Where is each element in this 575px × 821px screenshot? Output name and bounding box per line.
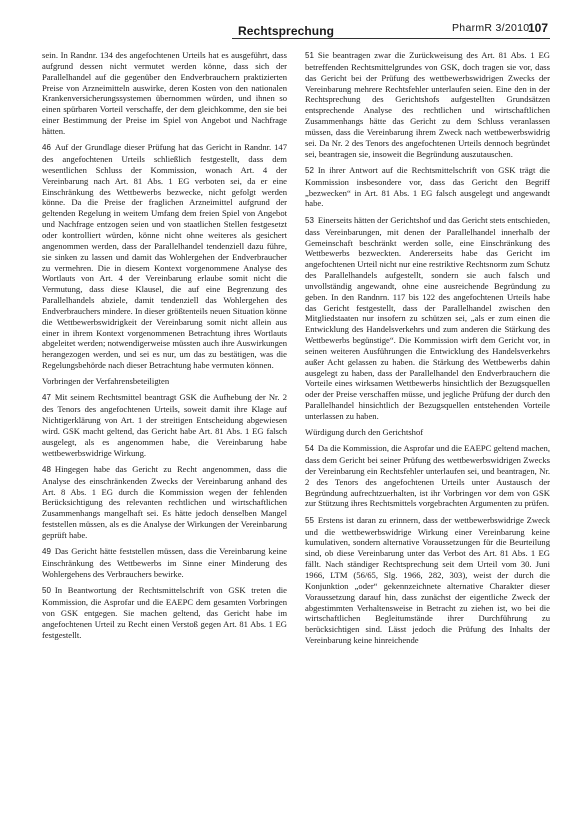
paragraph-text: Da die Kommission, die Asprofar und die EAEPC geltend machen, dass dem Gericht bei seiner Prüfung des wettbewerbswidrigen Zwecks der Vereinbarung ein Rechtsfehler unterlaufen sei, und beantragen, Nr. 2 des Tenors des angefochtenen Urteils unter Austausch der Begründung aufrechtzuerhalten, ist ihr Vorbringen vor dem von GSK zur Stützung ihres Rechtsmittels vorgebrachten Argumenten zu prüfen. bbox=[305, 443, 550, 509]
section-rubric: Rechtsprechung bbox=[238, 24, 335, 38]
paragraph-number: 49 bbox=[42, 547, 51, 557]
right-column bbox=[305, 50, 550, 651]
header-rule bbox=[232, 38, 550, 39]
section-heading: Vorbringen der Verfahrensbeteiligten bbox=[42, 376, 170, 387]
journal-issue: PharmR 3/2010 bbox=[452, 22, 530, 34]
paragraph-text: In ihrer Antwort auf die Rechtsmittelschrift von GSK trägt die Kommission insbesondere vor, dass das Gericht den Begriff „bezwecken“ in Art. 81 Abs. 1 EG falsch ausgelegt und angewandt habe. bbox=[305, 164, 550, 209]
left-column bbox=[42, 50, 287, 646]
paragraph-49 bbox=[42, 546, 287, 580]
paragraph-51 bbox=[305, 50, 550, 159]
paragraph-text: Das Gericht hätte feststellen müssen, dass die Vereinbarung keine Einschränkung des Wettbewerbs im Sinne einer Minderung des Wohlergehens des Verbrauchers bewirke. bbox=[42, 546, 287, 579]
paragraph-number: 55 bbox=[305, 515, 314, 525]
paragraph-52 bbox=[305, 165, 550, 209]
paragraph-number: 52 bbox=[305, 165, 314, 175]
paragraph-text: In Beantwortung der Rechtsmittelschrift von GSK treten die Kommission, die Asprofar und die EAEPC dem gesamten Vorbringen von GSK entgegen. Sie machen geltend, das Gericht habe im angefochtenen Urteil zu Recht einen Verstoß gegen Art. 81 Abs. 1 EG festgestellt. bbox=[42, 585, 287, 640]
page-header bbox=[0, 0, 575, 48]
paragraph-text: Erstens ist daran zu erinnern, dass der wettbewerbswidrige Zweck und die wettbewerbswidrige Wirkung einer Vereinbarung keine kumulativen, sondern alternative Voraussetzungen für die Beurteilung sind, ob diese Vereinbarung unter das Verbot des Art. 81 Abs. 1 EG fällt. Nach ständiger Rechtsprechung seit dem Urteil vom 30. Juni 1966, LTM (56/65, Slg. 1966, 282, 303), weist der durch die Konjunktion „oder“ gekennzeichnete alternative Charakter dieser Voraussetzung darauf hin, dass zunächst der eigentliche Zweck der abgestimmten Verhaltensweise in Betracht zu ziehen ist, wo bei die wirtschaftlichen Begleitumstände ihrer Durchführung zu berücksichtigen sind. Lässt jedoch die Prüfung des Inhalts der Vereinbarung keine hinreichende bbox=[305, 514, 550, 646]
paragraph-number: 51 bbox=[305, 51, 314, 60]
paragraph-text: Auf der Grundlage dieser Prüfung hat das Gericht in Randnr. 147 des angefochtenen Urteils schließlich festgestellt, dass dem wesentlichen Schluss der Kommission, wonach Art. 4 der Vereinbarung nach Art. 81 Abs. 1 EG verboten sei, da er eine Einschränkung des Wettbewerbs bezwecke, nicht gefolgt werden könne. Da die Preise der fraglichen Arzneimittel aufgrund der geltenden Regelung in weitem Umfang dem freien Spiel von Angebot und Nachfrage entzogen seien und von staatlichen Stellen festgesetzt oder kontrolliert würden, könne nicht ohne weiteres als gesichert angenommen werden, dass der Parallelhandel tendenziell dazu führe, sie sinken zu lassen und damit das Wohlergehen der Endverbraucher zu vermehren. Die in diesem Kontext vorgenommene Analyse des Wortlauts von Art. 4 der Vereinbarung erlaube somit nicht die Vermutung, dass diese Klausel, die auf eine Begrenzung des Parallelhandels abziele, damit tendenziell das Wohlergehen des Endverbrauchers mindere. In dieser größtenteils neuen Situation könne die Wettbewerbswidrigkeit der Vereinbarung somit nicht allein aus einer in ihrem Kontext vorgenommenen Betrachtung ihres Wortlauts abgeleitet werden; notwendigerweise müssten auch ihre Auswirkungen herangezogen werden, und sei es nur, um das zu bestätigen, was die Regelungsbehörde nach dieser Betrachtung habe vermuten können. bbox=[42, 142, 287, 371]
paragraph-46 bbox=[42, 142, 287, 371]
paragraph-continued: sein. In Randnr. 134 des angefochtenen Urteils hat es ausgeführt, dass aufgrund dessen nicht vermutet werden könne, dass sich der Parallelhandel auf die gegenüber den Endverbrauchern praktizierten Preise von Arzneimitteln auswirke, deren Kosten von den nationalen Krankenversicherungssystemen übernommen würden, und ihnen so einen spürbaren Vorteil verschaffe, der dem gleichkomme, den sie bei einer Bestimmung der Preise im Spiel von Angebot und Nachfrage hätten. bbox=[42, 50, 287, 136]
paragraph-text: Hingegen habe das Gericht zu Recht angenommen, dass die Analyse des einschränkenden Zwecks der Vereinbarung anhand des Art. 8 Abs. 1 EG durch die Kommission wegen der fehlenden Berücksichtigung des relevanten rechtlichen und wirtschaftlichen Zusammenhangs mangelhaft sei. Es hätte jedoch denselben Mangel feststellen müssen, als es die Analyse der Wirkungen der Vereinbarung geprüft habe. bbox=[42, 463, 287, 540]
paragraph-number: 46 bbox=[42, 143, 51, 153]
paragraph-50 bbox=[42, 585, 287, 640]
paragraph-text: Sie beantragen zwar die Zurückweisung des Art. 81 Abs. 1 EG betreffenden Rechtsmittelgrundes von GSK, doch tragen sie vor, dass das Gericht bei der Prüfung des wettbewerbswidrigen Zwecks der Vereinbarung mehrere Rechtsfehler unterlaufen seien. Eine den in der Rechtsprechung des Gerichtshofs aufgestellten Grundsätzen entsprechende Analyse des rechtlichen und wirtschaftlichen Zusammenhangs hätte das Gericht zu dem Schluss veranlassen müssen, dass die Vereinbarung ihrem Zweck nach wettbewerbswidrig sei. Da Nr. 2 des Tenors des angefochtenen Urteils dennoch begründet sei, beantragen sie, insoweit die Begründung auszutauschen. bbox=[305, 50, 550, 159]
section-heading: Würdigung durch den Gerichtshof bbox=[305, 427, 424, 438]
paragraph-number: 47 bbox=[42, 393, 51, 403]
paragraph-47 bbox=[42, 392, 287, 458]
paragraph-number: 53 bbox=[305, 215, 314, 225]
paragraph-54 bbox=[305, 443, 550, 509]
paragraph-text: Mit seinem Rechtsmittel beantragt GSK die Aufhebung der Nr. 2 des Tenors des angefochtenen Urteils, soweit damit ihre Klage auf Nichtigerklärung von Art. 1 der streitigen Entscheidung abgewiesen wird. GSK macht geltend, das Gericht habe Art. 81 Abs. 1 EG falsch ausgelegt, als es angenommen habe, die Vereinbarung habe wettbewerbswidrige Wirkung. bbox=[42, 392, 287, 458]
paragraph-48 bbox=[42, 464, 287, 541]
paragraph-55 bbox=[305, 515, 550, 646]
paragraph-53 bbox=[305, 215, 550, 422]
page-number: 107 bbox=[528, 21, 549, 35]
paragraph-text: Einerseits hätten der Gerichtshof und das Gericht stets entschieden, dass Vereinbarungen, mit denen der Parallelhandel innerhalb der Gemeinschaft beschränkt werden solle, eine Einschränkung des Wettbewerbs bezweckten. Andererseits habe das Gericht im angefochtenen Urteil nicht nur eine restriktive Rechtsnorm zum Schutz des Parallelhandels aufgestellt, sondern sie auch falsch und unvollständig angewandt, ohne eine ausreichende Begründung zu geben. In den Randnrn. 117 bis 122 des angefochtenen Urteils habe das Gericht festgestellt, dass der Parallelhandel zwischen den Mitgliedstaaten nur insofern zu schützen sei, „als er zum einen die Entwicklung des Handelsverkehrs und zum anderen die Stärkung des Wettbewerbs begünstige“. Die Kommission wirft dem Gericht vor, in seinen weiteren Ausführungen die Entwicklung des Handelsverkehrs außer Acht gelassen zu haben. die Stärkung des Wettbewerbs dahin ausgelegt zu haben, dass der Parallelhandel den Endverbrauchern die Vorteile eines wirksamen Wettbewerbs hinsichtlich der Bezugsquellen oder der Preise verschaffen müsse, und jegliche Prüfung der durch den Parallelhandel hinsichtlich der Bezugsquellen entstehenden Vorteile unterlassen zu haben. bbox=[305, 214, 550, 421]
paragraph-number: 50 bbox=[42, 586, 51, 596]
paragraph-number: 54 bbox=[305, 444, 314, 454]
paragraph-number: 48 bbox=[42, 464, 51, 474]
